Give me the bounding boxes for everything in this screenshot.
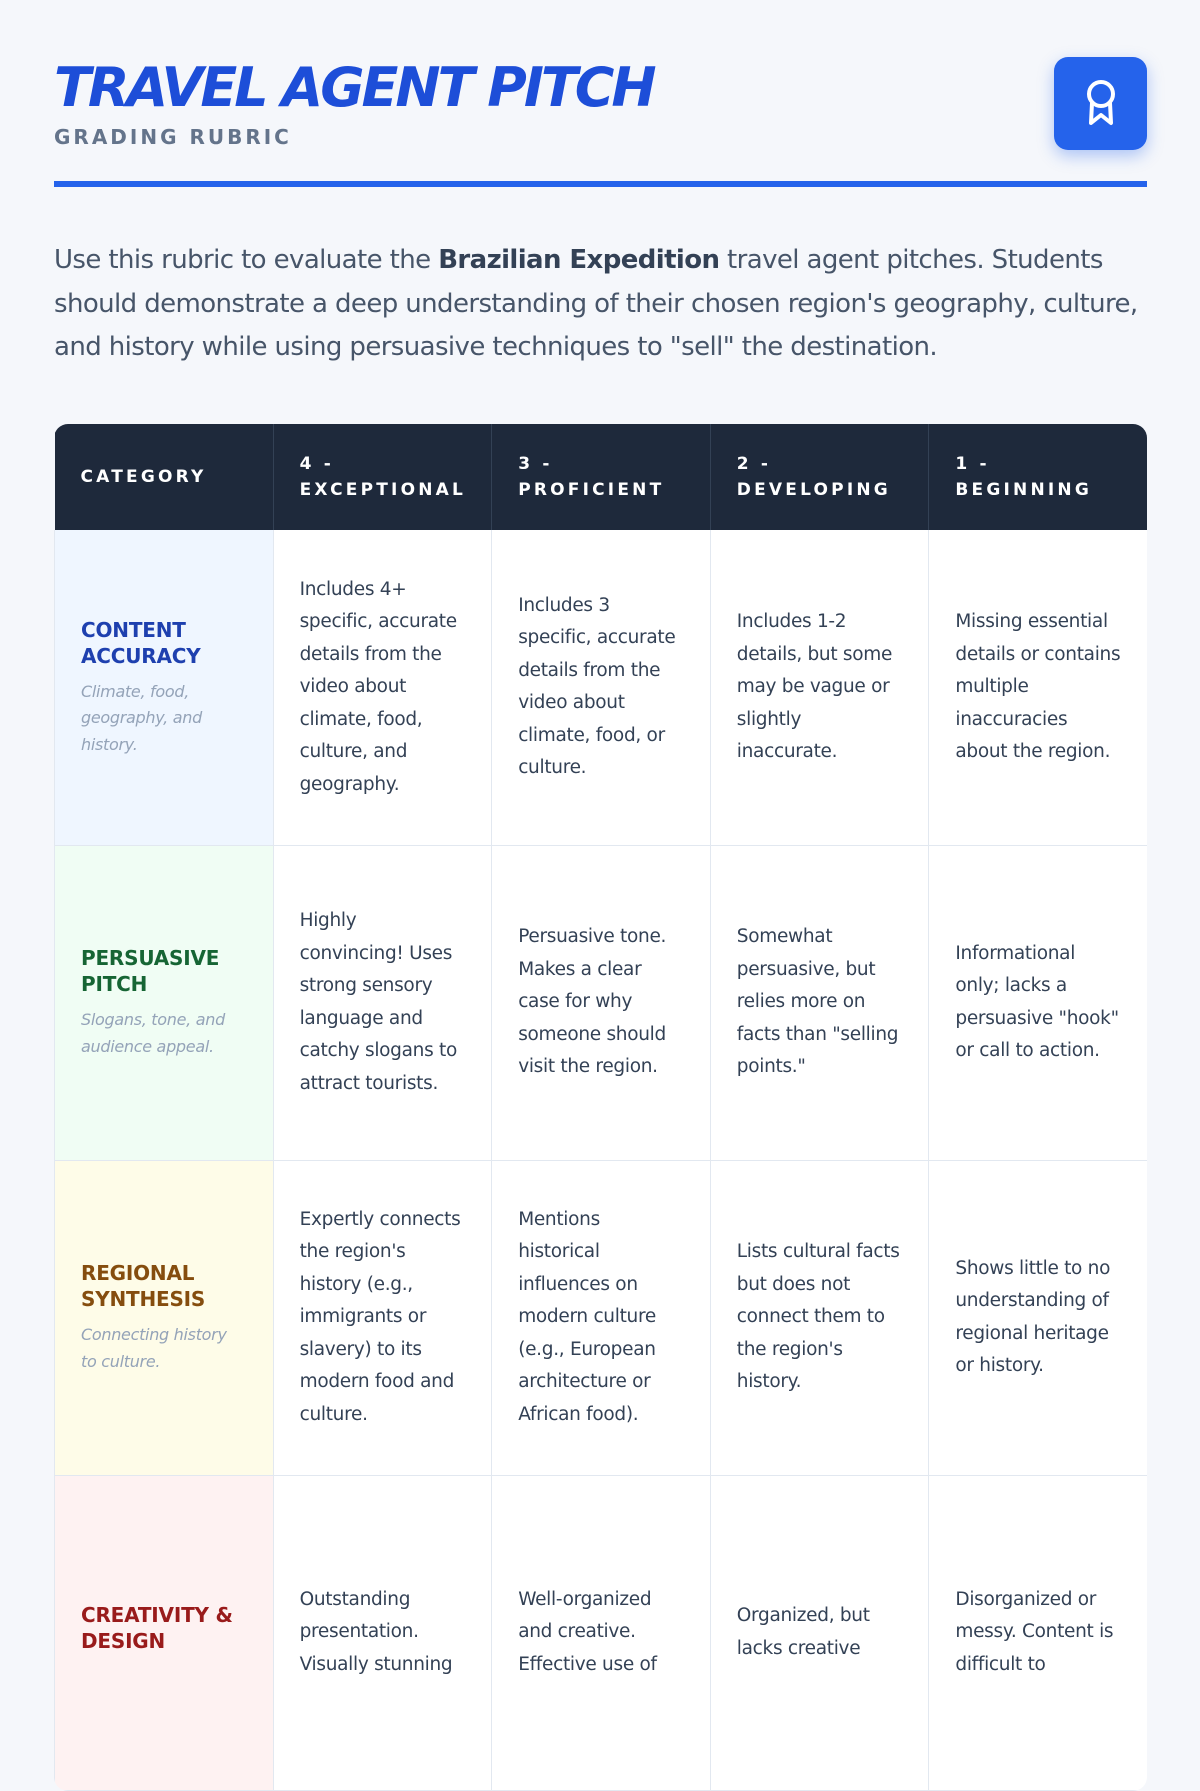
category-cell [55, 1160, 274, 1475]
header-level-4 [273, 424, 492, 530]
table-row [55, 845, 1148, 1160]
criteria-cell-level-1: Disorganized or messy. Content is difficult to [929, 1475, 1147, 1790]
criteria-cell-level-2: Lists cultural facts but does not connect them to the region's history. [710, 1160, 929, 1475]
category-name: CREATIVITY & DESIGN [81, 1602, 233, 1653]
header-level-name: PROFICIENT [518, 480, 665, 500]
header-divider [54, 181, 1147, 187]
category-cell [55, 1475, 274, 1790]
criteria-cell-level-2: Organized, but lacks creative [710, 1475, 929, 1790]
criteria-cell-level-3: Includes 3 specific, accurate details from the video about climate, food, or culture. [492, 530, 711, 845]
criteria-cell-level-3: Well-organized and creative. Effective use of [492, 1475, 711, 1790]
award-badge [1054, 57, 1147, 150]
table-row [55, 1160, 1148, 1475]
page-header [54, 56, 1147, 186]
header-level-number: 4 - [299, 454, 334, 474]
criteria-cell-level-4: Outstanding presentation. Visually stunning [273, 1475, 492, 1790]
header-level-1 [929, 424, 1147, 530]
criteria-cell-level-2: Includes 1-2 details, but some may be vague or slightly inaccurate. [710, 530, 929, 845]
criteria-cell-level-3: Mentions historical influences on modern culture (e.g., European architecture or African food). [492, 1160, 711, 1475]
header-label: CATEGORY [80, 467, 207, 487]
table-header-row [55, 424, 1148, 530]
criteria-cell-level-4: Highly convincing! Uses strong sensory language and catchy slogans to attract tourists. [273, 845, 492, 1160]
header-level-name: DEVELOPING [736, 480, 891, 500]
criteria-cell-level-4: Includes 4+ specific, accurate details from the video about climate, food, culture, and geography. [273, 530, 492, 845]
criteria-cell-level-4: Expertly connects the region's history (e.g., immigrants or slavery) to its modern food and culture. [273, 1160, 492, 1475]
header-level-3 [492, 424, 711, 530]
category-name: CONTENT ACCURACY [81, 617, 201, 668]
intro-text-after: travel agent pitches. Students should demonstrate a deep understanding of their chosen region's geography, culture, and history while using persuasive techniques to "sell" the destination. [54, 245, 1138, 362]
category-description: Connecting history to culture. [81, 1325, 227, 1371]
page-subtitle: GRADING RUBRIC [54, 125, 292, 149]
category-name: REGIONAL SYNTHESIS [81, 1261, 206, 1311]
criteria-cell-level-3: Persuasive tone. Makes a clear case for why someone should visit the region. [492, 845, 711, 1160]
intro-text-before: Use this rubric to evaluate the [54, 245, 439, 275]
category-description: Climate, food, geography, and history. [81, 681, 202, 754]
category-description: Slogans, tone, and audience appeal. [81, 1010, 225, 1056]
category-cell [55, 530, 274, 845]
criteria-cell-level-1: Shows little to no understanding of regional heritage or history. [929, 1160, 1147, 1475]
header-level-number: 2 - [736, 454, 772, 474]
table-row [55, 1475, 1148, 1790]
header-level-number: 3 - [518, 454, 553, 474]
page-title: TRAVEL AGENT PITCH [54, 56, 654, 119]
intro-emphasis: Brazilian Expedition [438, 245, 720, 275]
header-level-name: EXCEPTIONAL [299, 480, 467, 500]
criteria-cell-level-2: Somewhat persuasive, but relies more on facts than "selling points." [710, 845, 929, 1160]
category-cell [55, 845, 274, 1160]
award-ribbon-icon [1083, 78, 1119, 130]
header-category [55, 424, 274, 530]
rubric-table-container [54, 424, 1147, 1791]
header-level-2 [710, 424, 929, 530]
header-level-number: 1 - [955, 454, 990, 474]
table-row [55, 530, 1148, 845]
category-name: PERSUASIVE PITCH [81, 946, 220, 996]
criteria-cell-level-1: Missing essential details or contains multiple inaccuracies about the region. [929, 530, 1147, 845]
rubric-table [54, 424, 1147, 1791]
criteria-cell-level-1: Informational only; lacks a persuasive "hook" or call to action. [929, 845, 1147, 1160]
intro-paragraph [54, 239, 1154, 370]
header-level-name: BEGINNING [955, 480, 1092, 500]
